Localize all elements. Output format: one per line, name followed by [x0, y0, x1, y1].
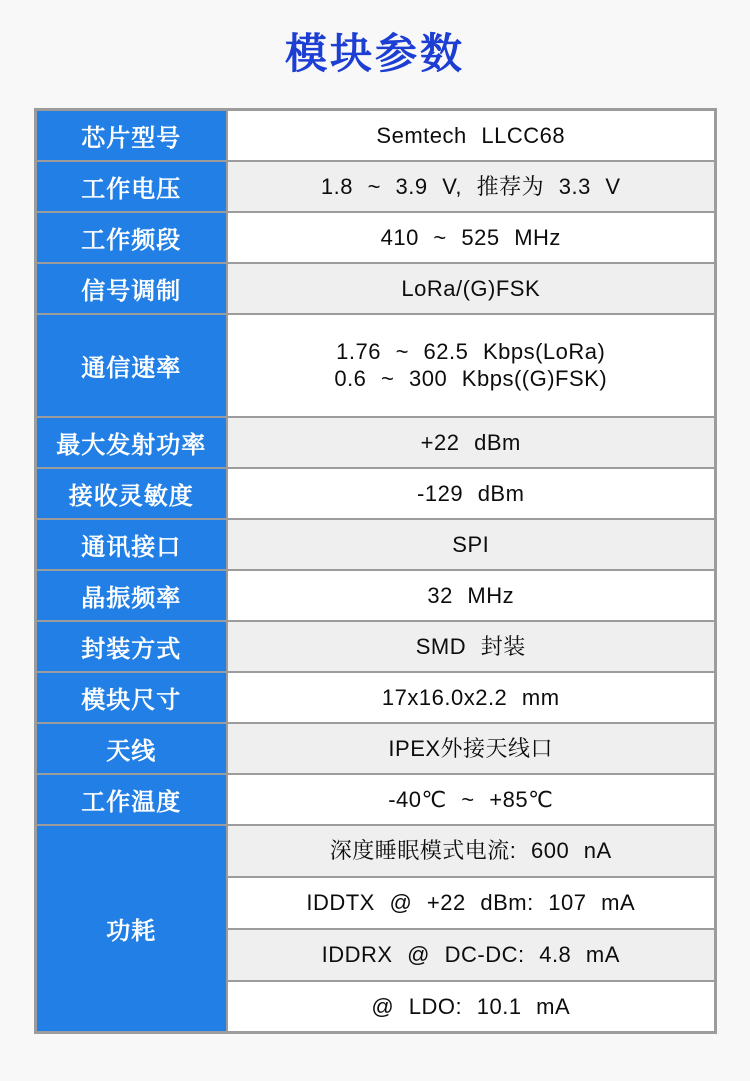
- param-value-cell: [227, 672, 715, 723]
- param-value-text: IDDRX @ DC-DC: 4.8 mA: [321, 942, 620, 967]
- spec-table-row: [35, 263, 715, 314]
- param-value-cell: [227, 981, 715, 1033]
- spec-table-row: [35, 570, 715, 621]
- param-value-text: @ LDO: 10.1 mA: [371, 993, 571, 1019]
- param-value-text: Semtech LLCC68: [376, 122, 566, 148]
- param-label-cell: 通讯接口: [35, 519, 227, 570]
- param-value-cell: [227, 570, 715, 621]
- param-value-cell: [227, 468, 715, 519]
- param-label-cell: 工作温度: [35, 774, 227, 825]
- param-label-cell: 模块尺寸: [35, 672, 227, 723]
- spec-table-row: [35, 212, 715, 263]
- param-value-cell: [227, 161, 715, 212]
- param-label-cell: 信号调制: [35, 263, 227, 314]
- param-label-cell: 天线: [35, 723, 227, 774]
- spec-table-row: [35, 519, 715, 570]
- param-value-text: 1.8 ~ 3.9 V, 推荐为 3.3 V: [320, 173, 621, 199]
- spec-table-row: [35, 672, 715, 723]
- param-value-cell: [227, 621, 715, 672]
- spec-table-row: [35, 723, 715, 774]
- param-value-text: LoRa/(G)FSK: [401, 275, 541, 301]
- param-value-cell: [227, 263, 715, 314]
- spec-table-row: [35, 774, 715, 825]
- param-value-cell: [227, 519, 715, 570]
- param-value-text: IPEX外接天线口: [388, 735, 554, 761]
- page-title: 模块参数: [284, 30, 465, 77]
- param-value-cell: [227, 774, 715, 825]
- param-value-cell: [227, 825, 715, 877]
- spec-table-row: [35, 161, 715, 212]
- param-value-text: SPI: [452, 531, 490, 557]
- param-value-cell: [227, 110, 715, 161]
- param-value-cell: [227, 417, 715, 468]
- param-value-text: 17x16.0x2.2 mm: [381, 684, 560, 710]
- param-value-text: 32 MHz: [427, 582, 515, 608]
- param-value-cell: [227, 929, 715, 981]
- param-value-text: IDDTX @ +22 dBm: 107 mA: [306, 890, 636, 915]
- param-label-cell: 工作频段: [35, 212, 227, 263]
- spec-table-row: [35, 417, 715, 468]
- param-value-text: 深度睡眠模式电流: 600 nA: [329, 838, 612, 863]
- spec-table-row: [35, 314, 715, 417]
- spec-table: [34, 108, 717, 1034]
- param-label-cell: 封装方式: [35, 621, 227, 672]
- param-value-text: 1.76 ~ 62.5 Kbps(LoRa): [336, 339, 606, 364]
- param-value-text: 0.6 ~ 300 Kbps((G)FSK): [334, 366, 608, 391]
- param-value-text: SMD 封装: [415, 633, 526, 659]
- param-label-cell: 功耗: [35, 825, 227, 1033]
- param-value-text: +22 dBm: [420, 429, 521, 455]
- param-value-cell: [227, 212, 715, 263]
- param-label-cell: 晶振频率: [35, 570, 227, 621]
- param-label-cell: 通信速率: [35, 314, 227, 417]
- spec-table-row: [35, 825, 715, 877]
- param-value-cell: [227, 723, 715, 774]
- param-value-text: -129 dBm: [417, 480, 525, 506]
- param-label-cell: 最大发射功率: [35, 417, 227, 468]
- param-value-cell: [227, 877, 715, 929]
- param-value-text: 410 ~ 525 MHz: [380, 224, 561, 250]
- spec-table-row: [35, 468, 715, 519]
- spec-table-row: [35, 621, 715, 672]
- param-value-text: -40℃ ~ +85℃: [388, 786, 554, 812]
- param-value-cell: [227, 314, 715, 417]
- spec-table-row: [35, 110, 715, 161]
- param-label-cell: 接收灵敏度: [35, 468, 227, 519]
- param-label-cell: 芯片型号: [35, 110, 227, 161]
- param-label-cell: 工作电压: [35, 161, 227, 212]
